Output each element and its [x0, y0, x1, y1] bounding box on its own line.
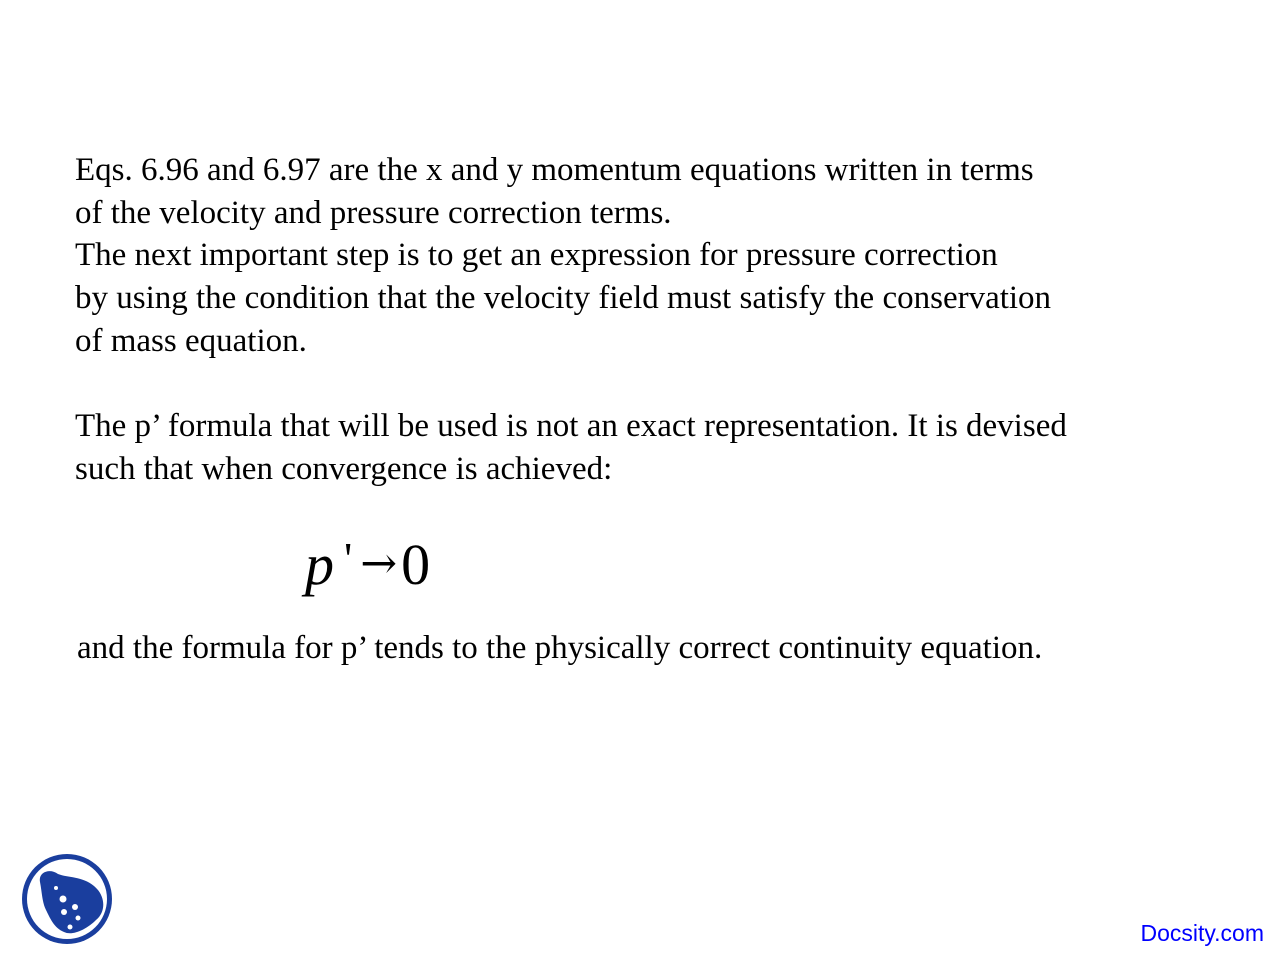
paragraph-continuity-conclusion: [77, 627, 1197, 670]
text-line: The p’ formula that will be used is not an exact representation. It is devised: [75, 408, 1067, 444]
text-line: of mass equation.: [75, 322, 307, 359]
formula-limit: 0: [401, 532, 431, 597]
formula-arrow: →: [360, 538, 398, 589]
docsity-brand-text: Docsity.com: [1140, 920, 1264, 946]
docsity-logo-icon: [20, 852, 114, 946]
formula-p-prime-to-zero: [305, 527, 430, 607]
text-line: The next important step is to get an expression for pressure correction: [75, 237, 998, 274]
paragraph-p-prime-formula: [75, 405, 1195, 490]
paragraph-momentum-equations: [75, 149, 1195, 362]
text-line: such that when convergence is achieved:: [75, 450, 613, 487]
text-line: of the velocity and pressure correction terms.: [75, 194, 672, 231]
formula-variable: p: [305, 532, 334, 597]
text-line: and the formula for p’ tends to the physically correct continuity equation.: [77, 630, 1043, 666]
text-line: Eqs. 6.96 and 6.97 are the x and y momentum equations written in terms: [75, 152, 1034, 188]
text-line: by using the condition that the velocity field must satisfy the conservation: [75, 280, 1052, 317]
formula-prime: ': [344, 533, 353, 584]
